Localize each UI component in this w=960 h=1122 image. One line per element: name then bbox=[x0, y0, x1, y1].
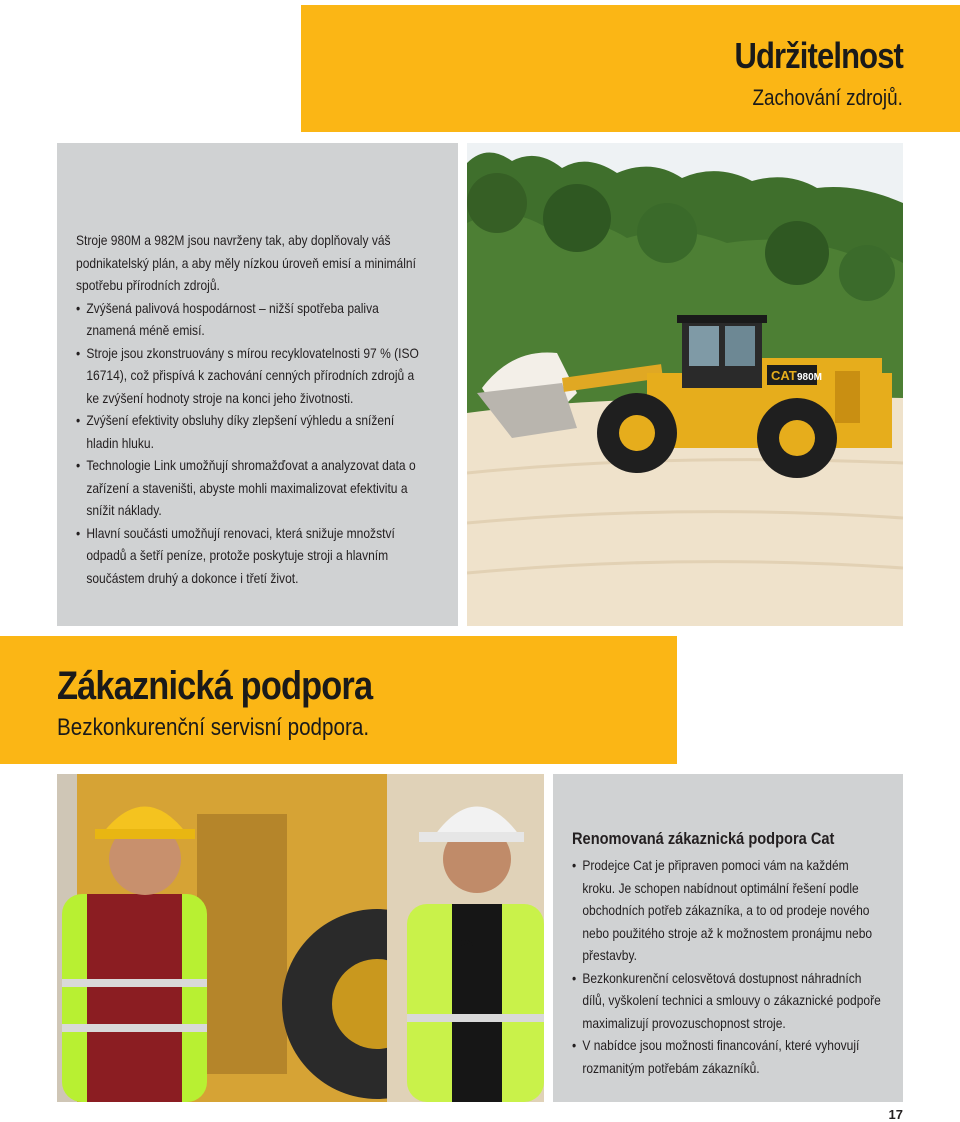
workers-illustration bbox=[57, 774, 544, 1102]
loader-brand: CAT bbox=[771, 368, 797, 383]
vest-logo: CAT bbox=[460, 938, 478, 948]
list-item: • Zvýšení efektivity obsluhy díky zlepšení výhledu a snížení hladin hluku. bbox=[76, 409, 429, 454]
sustainability-header bbox=[301, 5, 960, 132]
list-item: • V nabídce jsou možnosti financování, které vyhovují rozmanitým potřebám zákazníků. bbox=[572, 1034, 882, 1079]
support-bullet-list bbox=[572, 854, 882, 1079]
list-item: • Technologie Link umožňují shromažďovat a analyzovat data o zařízení a staveništi, abyste mohli maximalizovat efektivitu a snížit náklady. bbox=[76, 454, 429, 522]
list-item: • Zvýšená palivová hospodárnost – nižší spotřeba paliva znamená méně emisí. bbox=[76, 297, 429, 342]
loader-model: 980M bbox=[797, 372, 823, 383]
page-number: 17 bbox=[888, 1107, 903, 1122]
sustainability-intro: Stroje 980M a 982M jsou navrženy tak, aby doplňovaly váš podnikatelský plán, a aby měly nízkou úroveň emisí a minimální spotřebu přírodních zdrojů. bbox=[76, 232, 416, 293]
support-text-panel bbox=[553, 774, 903, 1102]
support-panel-heading: Renomovaná zákaznická podpora Cat bbox=[572, 829, 835, 848]
workers-photo bbox=[57, 774, 544, 1102]
wheel-loader-photo bbox=[467, 143, 903, 626]
list-item: • Prodejce Cat je připraven pomoci vám na každém kroku. Je schopen nabídnout optimální řešení podle obchodních potřeb zákazníka, a to od prodeje nového nebo použitého stroje až k možnostem pronájmu nebo přestavby. bbox=[572, 854, 882, 967]
list-item: • Stroje jsou zkonstruovány s mírou recyklovatelnosti 97 % (ISO 16714), což přispívá k zachování cenných přírodních zdrojů a ke zvýšení hodnoty stroje na konci jeho životnosti. bbox=[76, 342, 429, 410]
sustainability-bullet-list bbox=[76, 297, 429, 590]
support-title: Zákaznická podpora bbox=[57, 664, 373, 708]
list-item: • Bezkonkurenční celosvětová dostupnost náhradních dílů, vyškolení technici a smlouvy o zákaznické podpoře maximalizují provozuschopnost stroje. bbox=[572, 967, 882, 1035]
sustainability-text-panel bbox=[57, 143, 458, 626]
sustainability-body bbox=[76, 229, 429, 589]
sustainability-subtitle: Zachování zdrojů. bbox=[752, 85, 903, 110]
wheel-loader-illustration bbox=[467, 143, 903, 626]
sustainability-title: Udržitelnost bbox=[734, 35, 903, 76]
support-subtitle: Bezkonkurenční servisní podpora. bbox=[57, 714, 370, 741]
support-header bbox=[0, 636, 677, 764]
list-item: • Hlavní součásti umožňují renovaci, která snižuje množství odpadů a šetří peníze, protože poskytuje stroji a hlavním součástem druhý a dokonce i třetí život. bbox=[76, 522, 429, 590]
